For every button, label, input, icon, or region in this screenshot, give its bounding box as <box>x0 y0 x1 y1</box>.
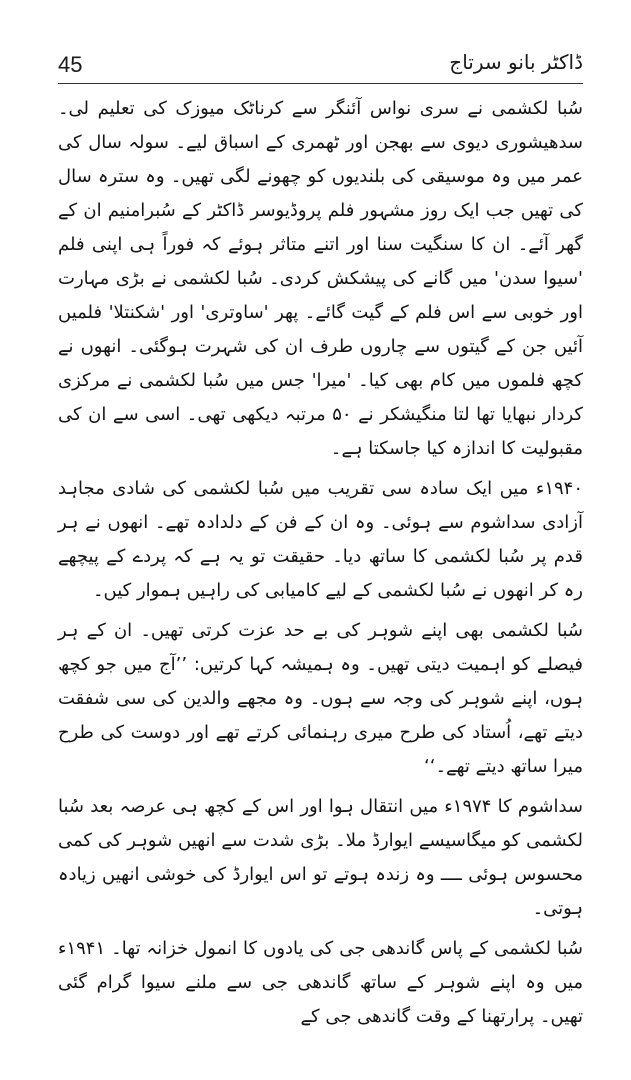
page-number: 45 <box>58 52 83 77</box>
paragraph-4: سداشوم کا ۱۹۷۴ء میں انتقال ہوا اور اس کے کچھ ہی عرصہ بعد سُبا لکشمی کو میگاسیسے ایوارڈ ملا۔ بڑی شدت سے انھیں شوہر کی کمی محسوس ہوئی ــــ وہ زندہ ہوتے تو اس ایوارڈ کی خوشی انھیں زیادہ ہوتی۔ <box>58 796 583 919</box>
paragraph-2: ۱۹۴۰ء میں ایک سادہ سی تقریب میں سُبا لکشمی کی شادی مجاہد آزادی سداشوم سے ہوئی۔ وہ ان کے فن کے دلدادہ تھے۔ انھوں نے ہر قدم پر سُبا لکشمی کا ساتھ دیا۔ حقیقت تو یہ ہے کہ پردے کے پیچھے رہ کر انھوں نے سُبا لکشمی کے لیے کامیابی کی راہیں ہموار کیں۔ <box>58 478 583 601</box>
page-header <box>58 52 583 84</box>
page-content <box>58 92 583 1040</box>
paragraph-1: سُبا لکشمی نے سری نواس آئنگر سے کرناٹک میوزک کی تعلیم لی۔ سدھیشوری دیوی سے بھجن اور ٹھمری کے اسباق لیے۔ سولہ سال کی عمر میں وہ موسیقی کی بلندیوں کو چھونے لگی تھیں۔ وہ سترہ سال کی تھیں جب ایک روز مشہور فلم پروڈیوسر ڈاکٹر کے سُبرامنیم ان کے گھر آئے۔ ان کا سنگیت سنا اور اتنے متاثر ہوئے کہ فوراً ہی اپنی فلم 'سیوا سدن' میں گانے کی پیشکش کردی۔ سُبا لکشمی نے بڑی مہارت اور خوبی سے اس فلم کے گیت گائے۔ پھر 'ساوتری' اور 'شکنتلا' فلمیں آئیں جن کے گیتوں سے چاروں طرف ان کی شہرت ہوگئی۔ انھوں نے کچھ فلموں میں کام بھی کیا۔ 'میرا' جس میں سُبا لکشمی نے مرکزی کردار نبھایا تھا لتا منگیشکر نے ۵۰ مرتبہ دیکھی تھی۔ اسی سے ان کی مقبولیت کا اندازہ کیا جاسکتا ہے۔ <box>58 98 583 459</box>
running-head: ڈاکٹر بانو سرتاج <box>449 50 583 74</box>
paragraph-3: سُبا لکشمی بھی اپنے شوہر کی بے حد عزت کرتی تھیں۔ ان کے ہر فیصلے کو اہمیت دیتی تھیں۔ وہ ہمیشہ کہا کرتیں: ’’آج میں جو کچھ ہوں، اپنے شوہر کی وجہ سے ہوں۔ وہ مجھے والدین کی سی شفقت دیتے تھے، اُستاد کی طرح میری رہنمائی کرتے تھے اور دوست کی طرح میرا ساتھ دیتے تھے۔‘‘ <box>58 620 583 777</box>
header-rule <box>58 83 583 84</box>
paragraph-5: سُبا لکشمی کے پاس گاندھی جی کی یادوں کا انمول خزانہ تھا۔ ۱۹۴۱ء میں وہ اپنے شوہر کے ساتھ گاندھی جی سے ملنے سیوا گرام گئی تھیں۔ پرارتھنا کے وقت گاندھی جی کے <box>58 938 583 1027</box>
